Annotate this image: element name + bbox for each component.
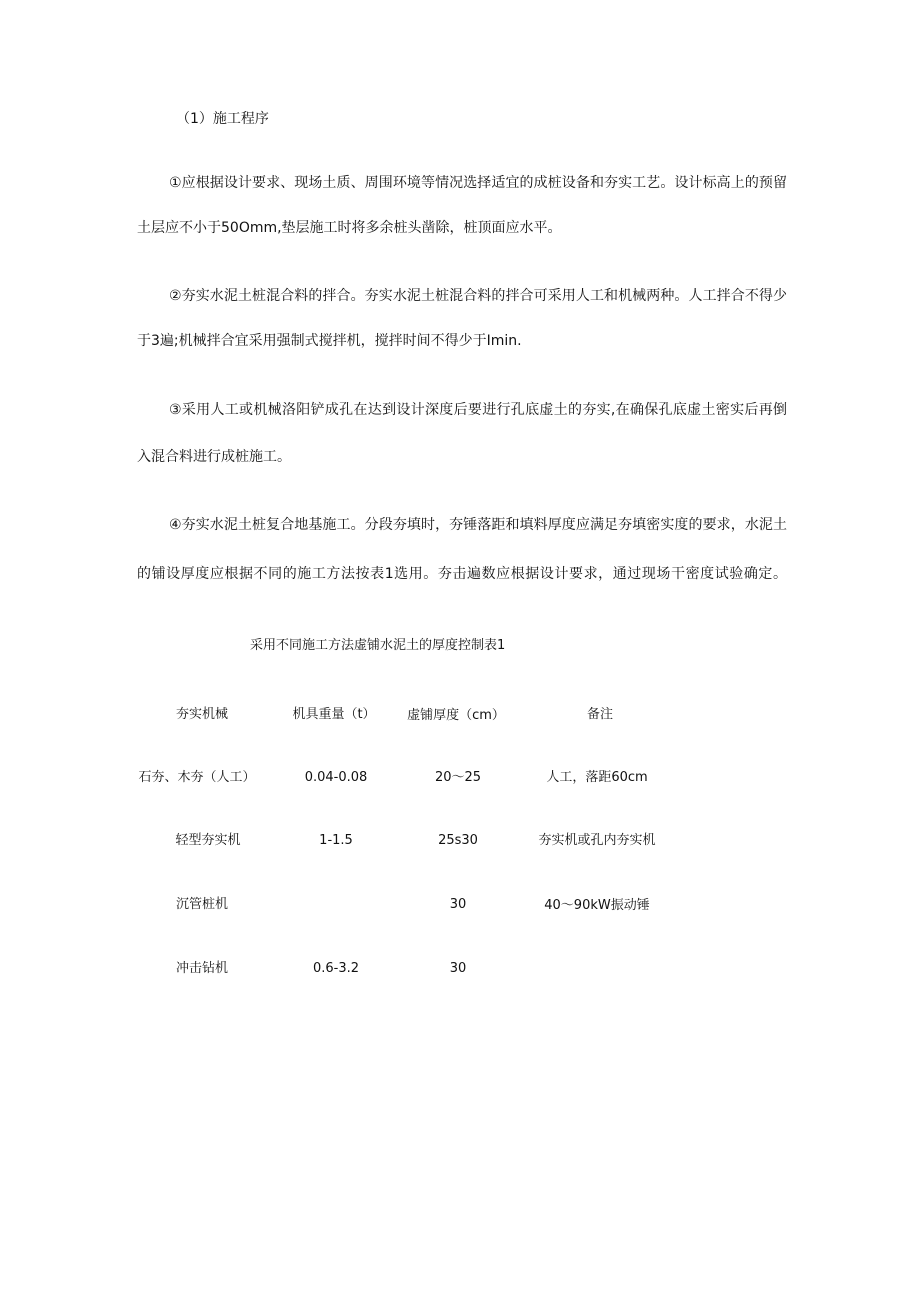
table-cell: 20～25 (434, 770, 482, 785)
table-cell: 石夯、木夯（人工） (138, 770, 256, 785)
section-heading: （1）施工程序 (176, 111, 269, 127)
table-cell: 轻型夯实机 (175, 833, 241, 848)
table-cell: 1-1.5 (319, 833, 353, 848)
table-cell: 0.04-0.08 (304, 770, 368, 785)
table-title: 采用不同施工方法虚铺水泥土的厚度控制表1 (250, 638, 506, 653)
table-header-cell: 机具重量（t） (292, 707, 376, 722)
table-cell: 40～90kW振动锤 (544, 898, 650, 913)
paragraph-line: ②夯实水泥土桩混合料的拌合。夯实水泥土桩混合料的拌合可采用人工和机械两种。人工拌合不得少 (169, 288, 787, 304)
table-header-cell: 备注 (586, 707, 614, 722)
paragraph-line: ①应根据设计要求、现场土质、周围环境等情况选择适宜的成桩设备和夯实工艺。设计标高上的预留 (169, 175, 787, 191)
paragraph-line: ④夯实水泥土桩复合地基施工。分段夯填时，夯锤落距和填料厚度应满足夯填密实度的要求，水泥土 (169, 517, 787, 533)
table-cell: 30 (449, 897, 467, 912)
paragraph-line: ③采用人工或机械洛阳铲成孔在达到设计深度后要进行孔底虚土的夯实,在确保孔底虚土密实后再倒 (169, 402, 787, 418)
table-cell: 沉管桩机 (175, 897, 229, 912)
paragraph-line: 土层应不小于50Omm,垫层施工时将多余桩头凿除，桩顶面应水平。 (137, 220, 562, 236)
table-cell: 0.6-3.2 (312, 961, 360, 976)
table-header-cell: 夯实机械 (175, 707, 229, 722)
table-header-cell: 虚铺厚度（cm） (407, 708, 505, 723)
paragraph-line: 入混合料进行成桩施工。 (137, 449, 291, 465)
paragraph-line: 的铺设厚度应根据不同的施工方法按表1选用。夯击遍数应根据设计要求，通过现场干密度试验确定。 (137, 566, 787, 582)
table-cell: 25s30 (438, 833, 478, 848)
table-cell: 人工，落距60cm (546, 770, 648, 785)
paragraph-line: 于3遍;机械拌合宜采用强制式搅拌机，搅拌时间不得少于Imin. (137, 333, 522, 349)
table-cell: 30 (449, 961, 467, 976)
table-cell: 夯实机或孔内夯实机 (538, 833, 656, 848)
table-cell: 冲击钻机 (175, 961, 229, 976)
